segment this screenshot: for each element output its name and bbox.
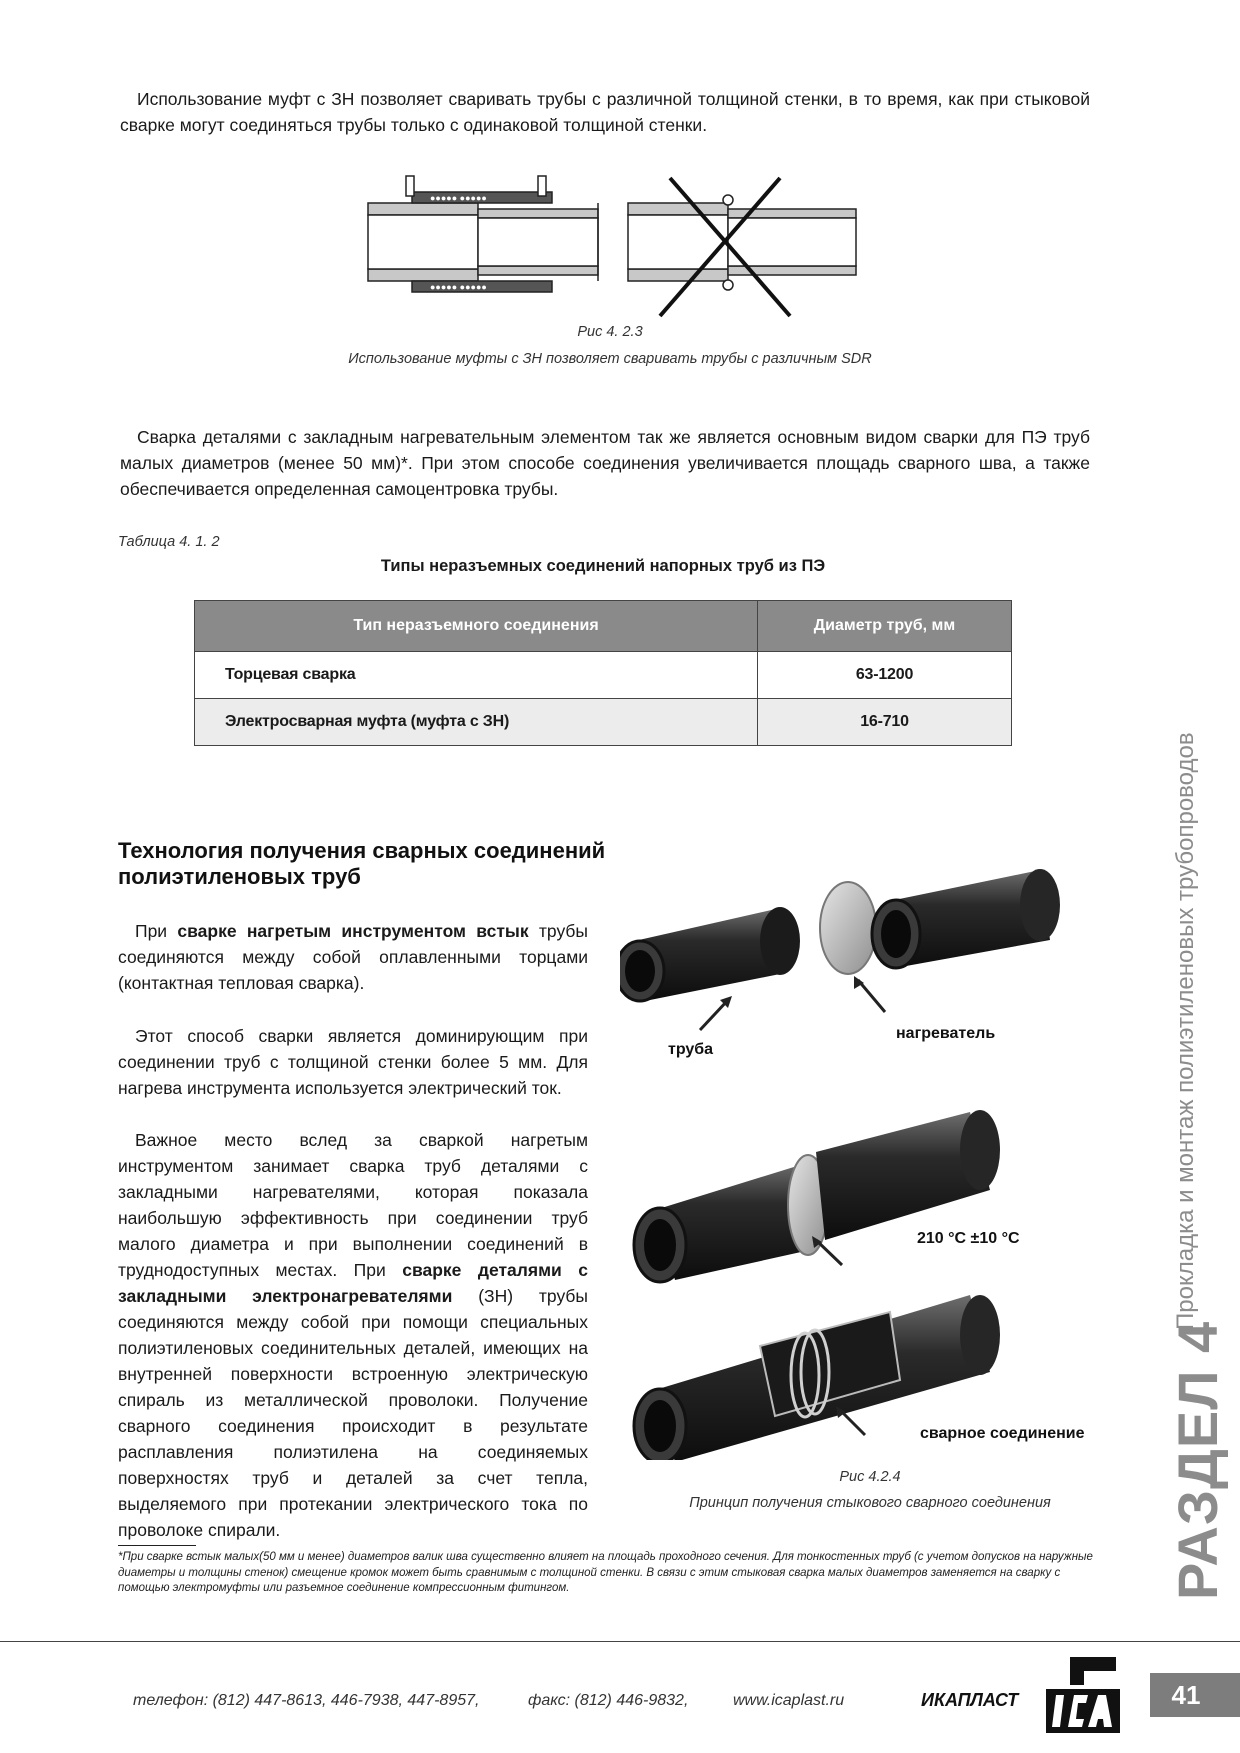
figure1-caption: Использование муфты с ЗН позволяет сваривать трубы с различным SDR bbox=[348, 351, 872, 367]
table-label: Таблица 4. 1. 2 bbox=[118, 534, 220, 550]
stage-separate-pipes bbox=[620, 869, 1060, 1030]
svg-text:●●●●● ●●●●●: ●●●●● ●●●●● bbox=[430, 282, 487, 292]
figure1-number: Рис 4. 2.3 bbox=[577, 324, 643, 340]
table-cell-type: Электросварная муфта (муфта с ЗН) bbox=[195, 699, 758, 746]
footer-company: ИКАПЛАСТ bbox=[921, 1690, 1019, 1710]
label-temperature: 210 °С ±10 °С bbox=[917, 1230, 1020, 1247]
table-row bbox=[195, 652, 1012, 699]
svg-text:●●●●● ●●●●●: ●●●●● ●●●●● bbox=[430, 193, 487, 203]
label-pipe: труба bbox=[668, 1041, 714, 1058]
butt-weld-drawing bbox=[628, 178, 856, 316]
sidebar-title: Прокладка и монтаж полиэтиленовых трубопроводов bbox=[1172, 732, 1199, 1330]
section-heading-line1: Технология получения сварных соединений bbox=[118, 838, 606, 863]
figure-coupling-diagram bbox=[360, 168, 860, 328]
table-title: Типы неразъемных соединений напорных труб из ПЭ bbox=[380, 557, 826, 575]
table-cell-diameter: 16-710 bbox=[758, 699, 1012, 746]
section-paragraph-1: При сварке нагретым инструментом встык трубы соединяются между собой оплавленными торцами (контактная тепловая сварка). bbox=[118, 921, 589, 993]
sidebar-section-label: РАЗДЕЛ 4 bbox=[1166, 1320, 1229, 1600]
company-logo bbox=[1040, 1655, 1124, 1735]
footer-phone: телефон: (812) 447-8613, 446-7938, 447-8957, bbox=[133, 1692, 480, 1709]
table-row bbox=[195, 699, 1012, 746]
stage-heating bbox=[634, 1110, 1000, 1282]
footer-fax: факс: (812) 446-9832, bbox=[528, 1692, 689, 1709]
coupling-joint-drawing bbox=[368, 176, 598, 292]
footer-rule bbox=[0, 1641, 1240, 1642]
joint-types-table bbox=[194, 600, 1012, 746]
section-paragraph-2: Этот способ сварки является доминирующим при соединении труб с толщиной стенки более 5 мм. Для нагрева инструмента используется электрический ток. bbox=[118, 1026, 588, 1098]
table-header-type: Тип неразъемного соединения bbox=[195, 601, 758, 652]
footnote-rule bbox=[118, 1545, 196, 1546]
label-weld-joint: сварное соединение bbox=[920, 1425, 1085, 1442]
logo-icon bbox=[1040, 1655, 1124, 1735]
footer-website: www.icaplast.ru bbox=[733, 1692, 845, 1709]
table-header-row bbox=[195, 601, 1012, 652]
page-number-box bbox=[1150, 1673, 1240, 1717]
page-number: 41 bbox=[1171, 1680, 1201, 1710]
table-cell-type: Торцевая сварка bbox=[195, 652, 758, 699]
figure2-caption: Принцип получения стыкового сварного соединения bbox=[689, 1495, 1051, 1511]
section-heading bbox=[118, 838, 605, 890]
section-paragraph-3: Важное место вслед за сваркой нагретым инструментом занимает сварка труб деталями с закладными нагревателями, которая показала наибольшую эффективность при соединении труб малого диаметра и при выполнении соединений в труднодоступных местах. При сварке деталями с закладными электронагревателями (ЗН) трубы соединяются между собой при помощи специальных полиэтиленовых соединительных деталей, имеющих на внутренней поверхности встроенную электрическую спираль из металлической проволоки. Получение сварного соединения происходит в результате расплавления полиэтилена на соединяемых поверхностях труб и деталей за счет тепла, выделяемого при протекании электрического тока по проволоке спирали. bbox=[118, 1130, 588, 1540]
footnote: *При сварке встык малых(50 мм и менее) диаметров валик шва существенно влияет на площадь проходного сечения. Для тонкостенных труб (с учетом допусков на наружные диаметры и толщины стенок) смещение кромок может быть сравнимым с толщиной стенки. В связи с этим стыковая сварка малых диаметров заменяется на сварку с помощью электромуфты или разъемное соединение компрессионным фитингом. bbox=[118, 1551, 1093, 1594]
section-heading-line2: полиэтиленовых труб bbox=[118, 864, 361, 889]
figure-butt-fusion-illustration bbox=[620, 850, 1100, 1460]
intro-paragraph: Использование муфт с ЗН позволяет сваривать трубы с различной толщиной стенки, в то время, как при стыковой сварке могут соединяться трубы только с одинаковой толщиной стенки. bbox=[120, 89, 1090, 135]
bold-term: сварке нагретым инструментом встык bbox=[177, 921, 529, 941]
bold-term: сварке деталями с закладными электронагревателями bbox=[118, 1260, 588, 1306]
label-heater: нагреватель bbox=[896, 1025, 996, 1042]
figure2-number: Рис 4.2.4 bbox=[839, 1469, 901, 1485]
table-header-diameter: Диаметр труб, мм bbox=[758, 601, 1012, 652]
table-cell-diameter: 63-1200 bbox=[758, 652, 1012, 699]
paragraph-electrofusion: Сварка деталями с закладным нагревательным элементом так же является основным видом сварки для ПЭ труб малых диаметров (менее 50 мм)*. При этом способе соединения увеличивается площадь сварного шва, а также обеспечивается определенная самоцентровка трубы. bbox=[120, 427, 1090, 499]
